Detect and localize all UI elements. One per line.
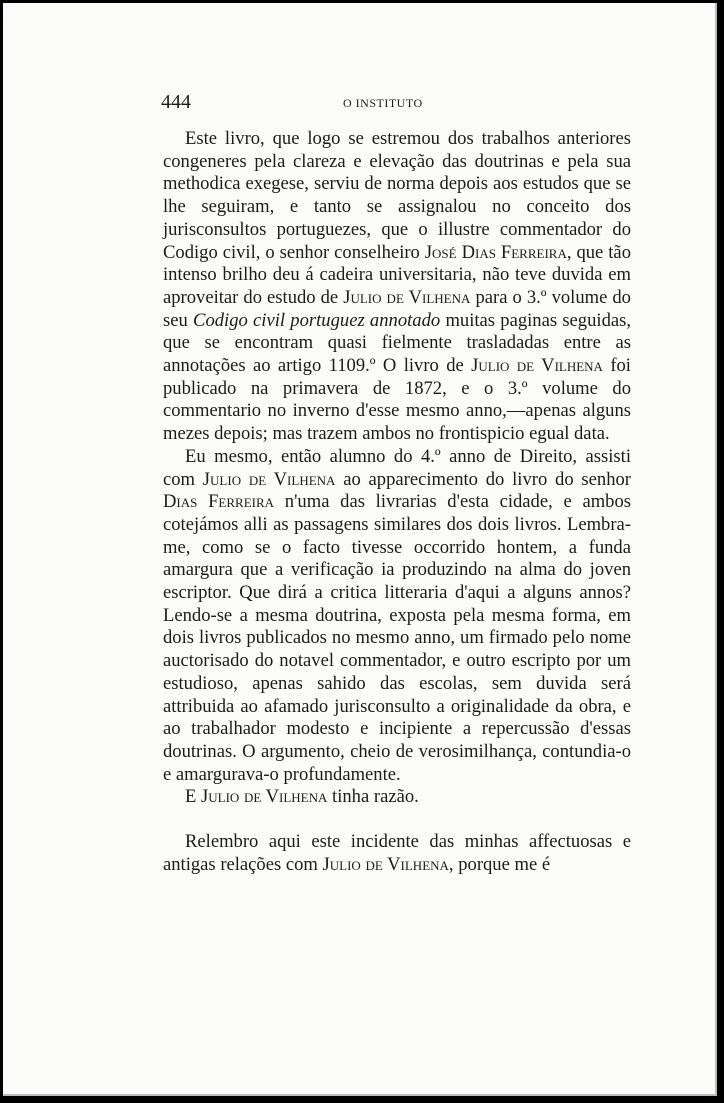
text-run: , que tão intenso brilho deu á cadeira universitaria, não teve duvida em aproveitar do estudo de (163, 241, 631, 308)
name-small-caps: Dias Ferreira (163, 491, 275, 513)
running-head-title: O INSTITUTO (343, 96, 423, 110)
name-small-caps: Julio de Vilhena (322, 853, 449, 875)
name-small-caps: Julio de Vilhena (343, 286, 471, 308)
page-number: 444 (161, 91, 191, 113)
name-small-caps: Julio de Vilhena (471, 355, 603, 377)
book-page (3, 3, 717, 1096)
paragraph (163, 786, 631, 809)
text-run: para o 3.º volume do seu (163, 286, 631, 331)
text-run: ao apparecimento do livro do senhor (335, 468, 631, 490)
text-run: tinha razão. (327, 786, 419, 808)
name-small-caps: Julio de Vilhena (201, 786, 328, 808)
text-run: , porque me é (448, 853, 551, 875)
text-run: Este livro, que logo se estremou dos trabalhos anteriores congeneres pela clareza e elevação das doutrinas e pela sua methodica exegese, serviu de norma depois aos estudos que se lhe seguiram, e tanto se assignalou no conceito dos jurisconsultos portuguezes, que o illustre commentador do Codigo civil, o senhor conselheiro (163, 128, 631, 263)
paragraph (163, 446, 631, 787)
name-small-caps: José Dias Ferreira (424, 241, 567, 263)
paragraph (163, 831, 631, 876)
body-text (163, 128, 631, 877)
text-run: Eu mesmo, então alumno do 4.º anno de Direito, assisti com (163, 445, 631, 490)
running-head (161, 91, 631, 115)
text-run: n'uma das livrarias d'esta cidade, e ambos cotejámos alli as passagens similares dos dois livros. Lembra-me, como se o facto tivesse occorrido hontem, a funda amargura que a verificação ia produzindo na alma do joven escriptor. Que dirá a critica litteraria d'aqui a alguns annos? Lendo-se a mesma doutrina, exposta pela mesma forma, em dois livros publicados no mesmo anno, um firmado pelo nome auctorisado do notavel commentador, e outro escripto por um estudioso, apenas sahido das escolas, sem duvida será attribuida ao afamado jurisconsulto a originalidade da obra, e ao trabalhador modesto e incipiente a repercussão d'essas doutrinas. O argumento, cheio de verosimilhança, contundia-o e amargurava-o profundamente. (163, 491, 631, 785)
text-run: muitas paginas seguidas, que se encontram quasi fielmente trasladadas entre as annotações ao artigo 1109.º O livro de (163, 309, 632, 377)
text-run: Relembro aqui este incidente das minhas affectuosas e antigas relações com (163, 831, 631, 875)
text-run: foi publicado na primavera de 1872, e o 3.º volume do commentario no inverno d'esse mesmo anno,—apenas alguns mezes depois; mas trazem ambos no frontispicio egual data. (163, 355, 631, 445)
name-small-caps: Julio de Vilhena (202, 468, 336, 490)
paragraph (163, 128, 631, 446)
book-title-italic: Codigo civil portuguez annotado (193, 309, 441, 331)
text-run: E (185, 786, 202, 808)
